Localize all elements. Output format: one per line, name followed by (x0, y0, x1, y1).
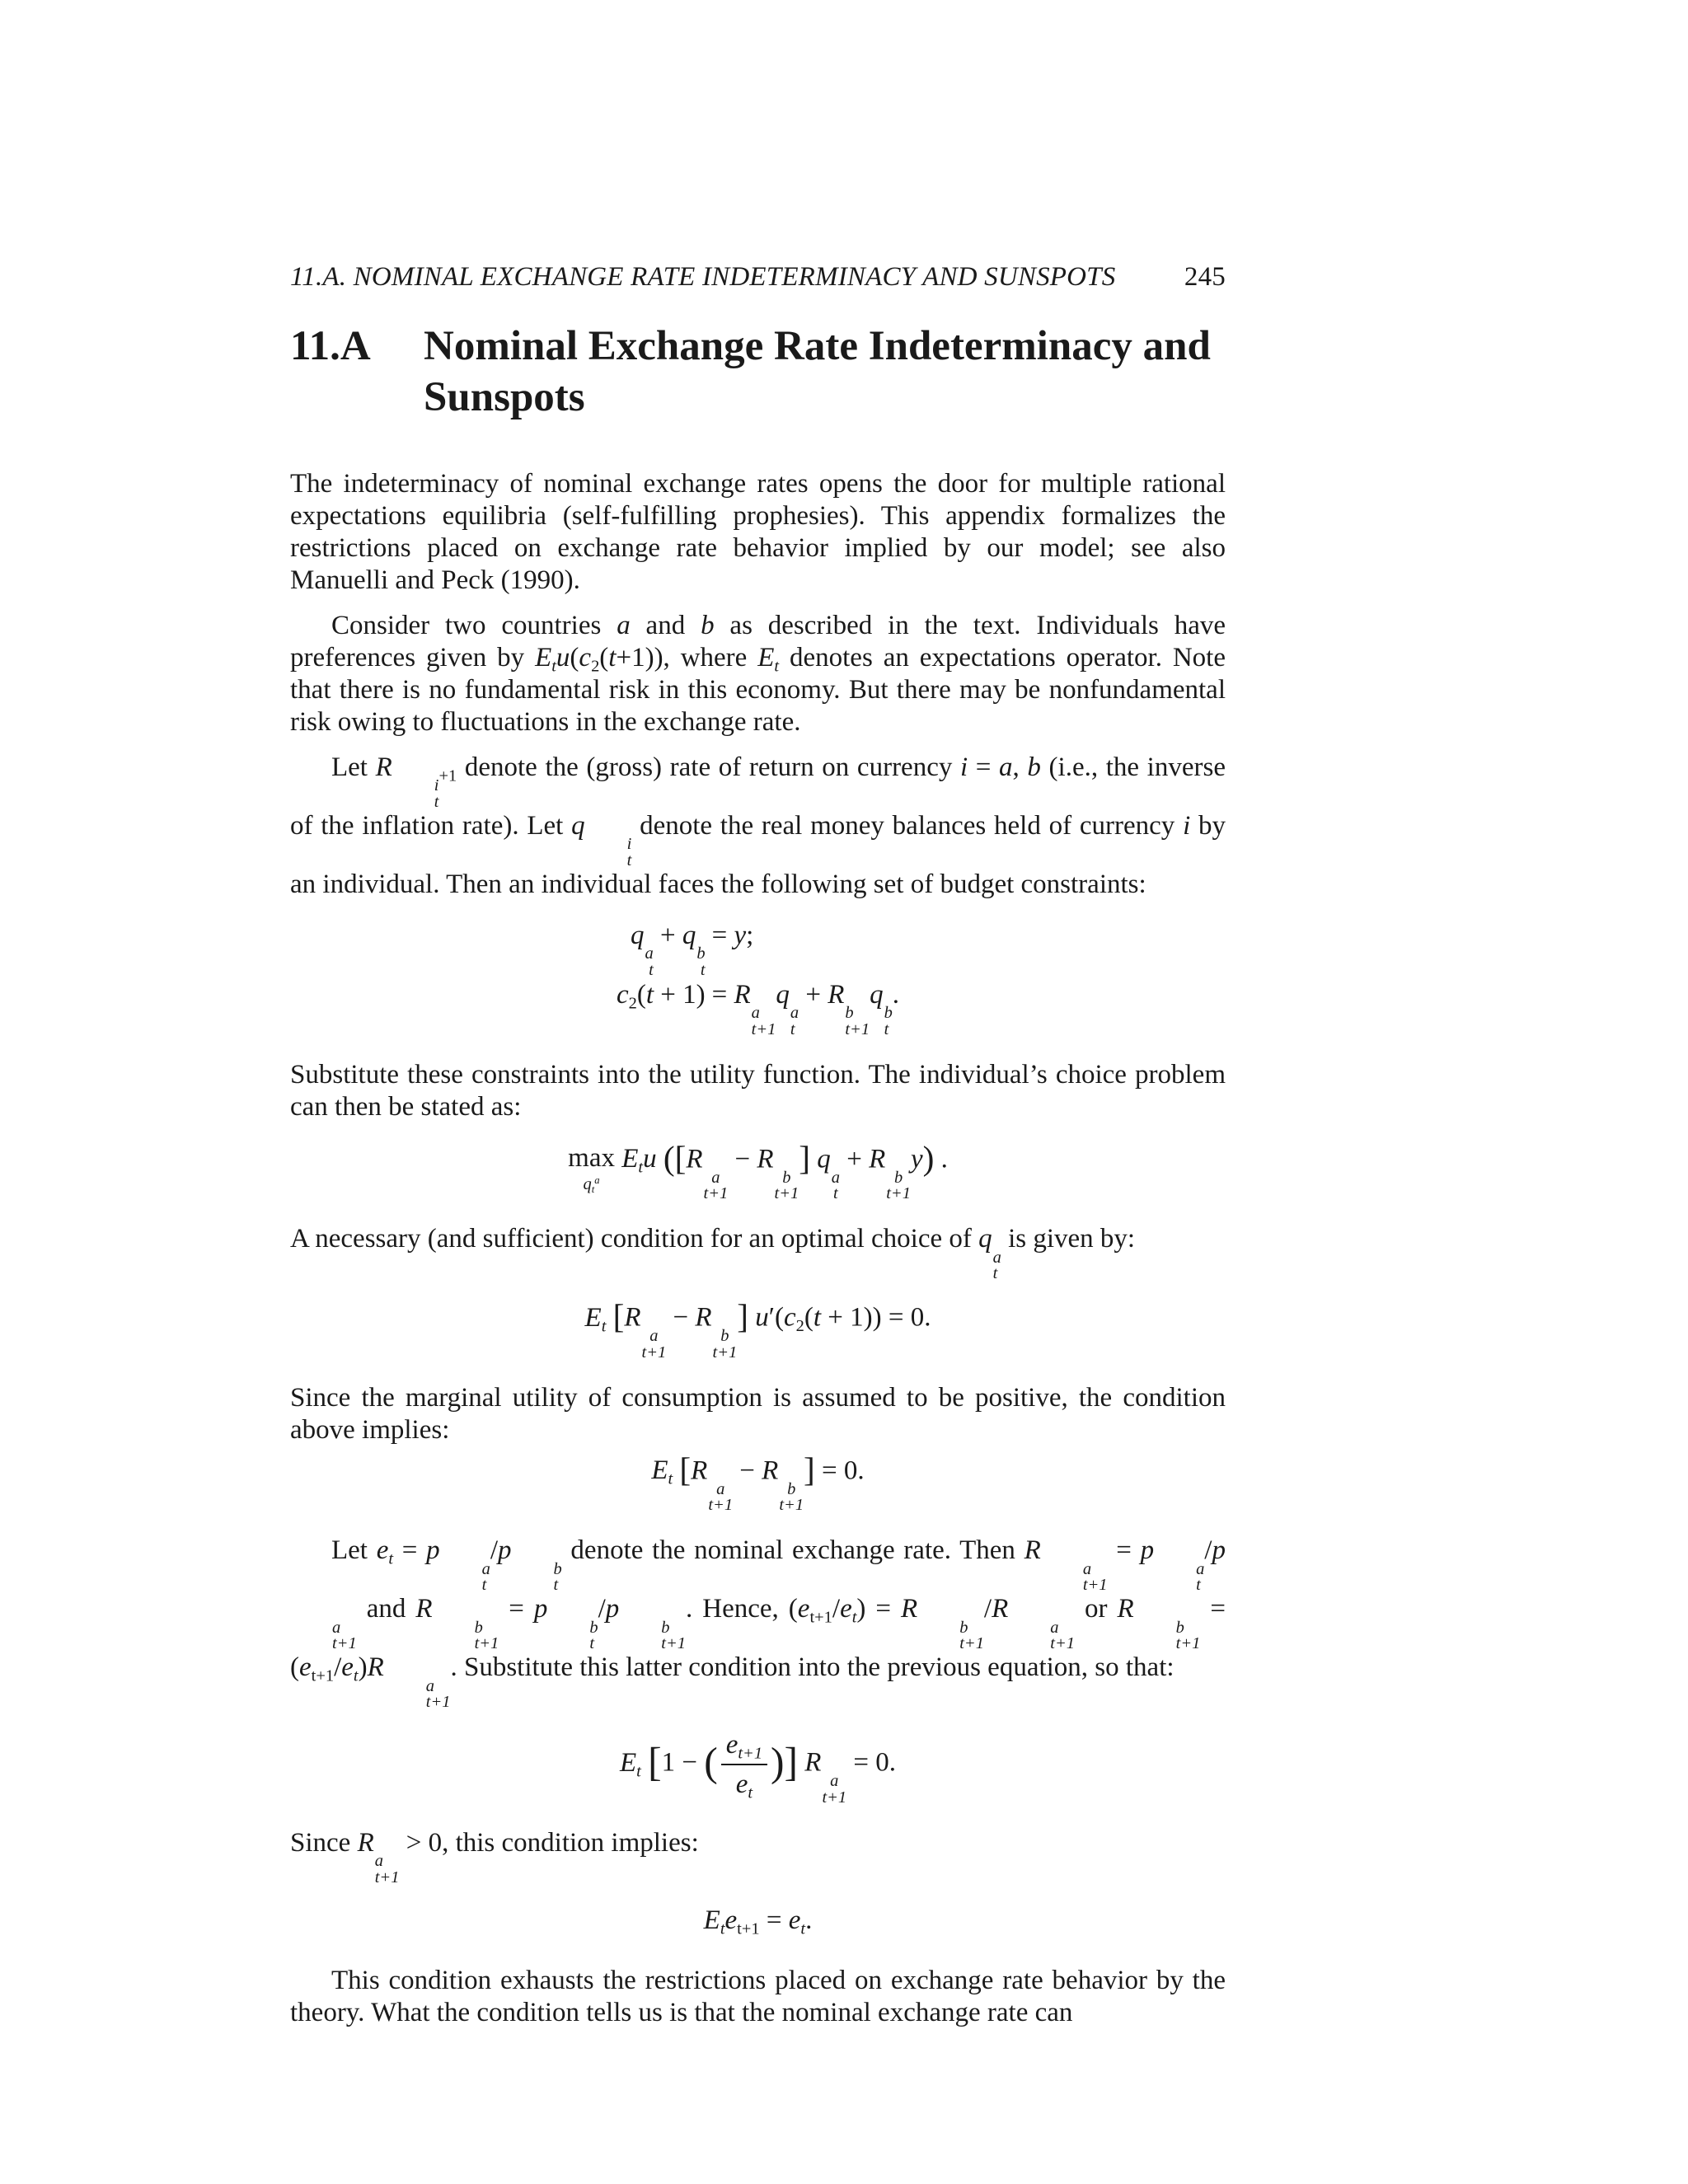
equation-expected-return-difference: $E_t$ [R a t+1 − R b t+1 ] = 0. (651, 1450, 865, 1515)
section-heading (290, 321, 1226, 423)
page (290, 262, 1226, 2029)
running-title: 11.A. NOMINAL EXCHANGE RATE INDETERMINACY AND SUNSPOTS (290, 262, 1116, 292)
paragraph-necessary-condition: A necessary (and sufficient) condition for an optimal choice of q a t is given by: (290, 1224, 1136, 1283)
page-number: 245 (1184, 262, 1226, 292)
paragraph-exchange-rate-definition: Let $e_t = p$ a t /p b t denote the nominal exchange rate. Then R a t+1 = p a t /p a t+1 and R b t+1 = p b t /p b t+1 . Hence, $(e_{t+1}/e_t) = R$ b t+1 /R a t+1 or R b t+1 = $(e_{t+1}/e_t)R$ a t+1 . Substitute this latter condition into the previous equation, so that: (290, 1535, 1226, 1711)
paragraph-two-countries: Consider two countries a and b as described in the text. Individuals have preferences given by $E_tu(c_2(t+1))$, where $E_t$ denotes an expectations operator. Note that there is no fundamental risk in this economy. But there may be nonfundamental risk owing to fluctuations in the exchange rate. (290, 611, 1226, 737)
paragraph-marginal-utility: Since the marginal utility of consumption is assumed to be positive, the condition above implies: (290, 1382, 1226, 1445)
paragraph-intro: The indeterminacy of nominal exchange rates opens the door for multiple rational expectations equilibria (self-fulfilling prophesies). This appendix formalizes the restrictions placed on exchange rate behavior implied by our model; see also Manuelli and Peck (1990). (290, 469, 1226, 595)
section-title-line-1: Nominal Exchange Rate Indeterminacy and (424, 323, 1211, 369)
paragraph-substitute: Substitute these constraints into the utility function. The individual’s choice problem can then be stated as: (290, 1059, 1226, 1122)
section-title (424, 321, 1226, 423)
section-number: 11.A (290, 323, 371, 369)
paragraph-rate-of-return: Let R i t $_{+1}$ denote the (gross) rate of return on currency i = a, b (i.e., the inverse of the inflation rate). Let q i t denote the real money balances held of currency i by an individual. Then an individual faces the following set of budget constraints: (290, 752, 1226, 899)
equation-first-order-condition: $E_t$ [R a t+1 − R b t+1 ] $u'(c_2(t + 1)) = 0$. (584, 1297, 931, 1361)
running-head (290, 262, 1226, 293)
paragraph-conclusion: This condition exhausts the restrictions placed on exchange rate behavior by the theory. What the condition tells us is that the nominal exchange rate can (290, 1965, 1226, 2027)
equation-budget-constraints: q a t + q b t = y; $c_2(t + 1)$ = R a t+1 q a t + R b t+1 q b t . (616, 920, 900, 1038)
equation-maximization: max $q_t^a$ $E_tu$ ([R a t+1 − R b t+1 ] q a t + R b t+1 y) . (568, 1138, 948, 1203)
paragraph-positive-return: Since R a t+1 > 0, this condition implies: (290, 1827, 699, 1886)
equation-exchange-rate-condition: $E_t$ [1 − ( $\frac{e_{t+1}}{e_t}$ )] R a t+1 = 0. (619, 1730, 897, 1807)
equation-martingale: $E_te_{t+1} = e_t$. (703, 1905, 813, 1938)
section-title-line-2: Sunspots (424, 374, 585, 420)
